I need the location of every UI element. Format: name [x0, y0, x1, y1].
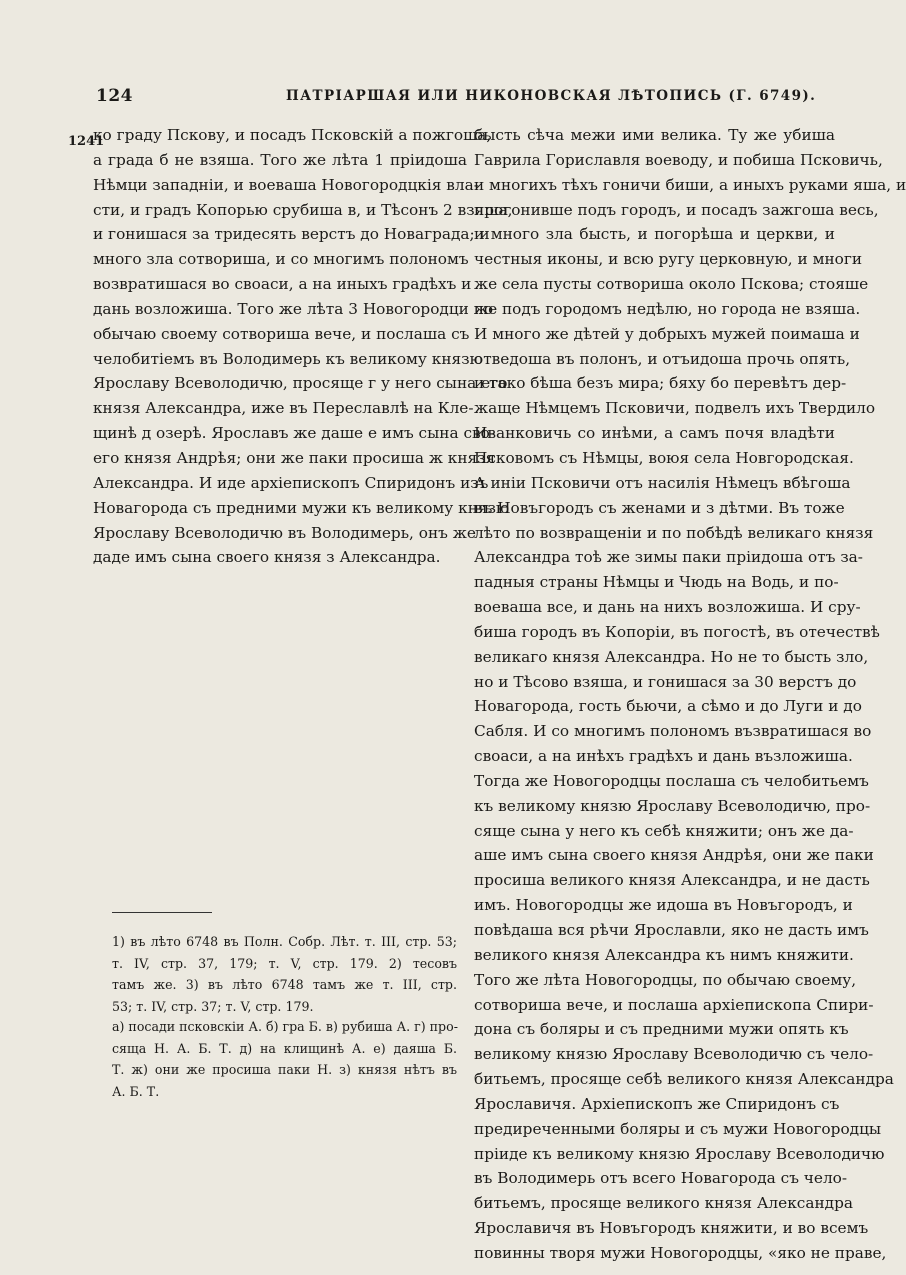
text-line: Гаврила Гориславля воеводу, и побиша Псковичь,	[474, 150, 883, 169]
text-line: его князя Андрѣя; они же паки просиша ж князя	[93, 448, 496, 467]
text-line: щинѣ д озерѣ. Ярославъ же даше е имъ сына сво-	[93, 424, 496, 443]
text-line: сти, и градъ Копорью срубиша в, и Тѣсонъ 2 взяша,	[93, 200, 513, 219]
text-line: и много зла бысть, и погорѣша и церкви, и	[474, 225, 835, 244]
text-line: имъ. Новогородцы же идоша въ Новъгородъ, и	[474, 896, 853, 915]
footnote-line: т. IV, стр. 37, 179; т. V, стр. 179. 2) тесовъ	[112, 955, 457, 971]
text-line: въ Володимерь отъ всего Новагорода съ чело-	[474, 1169, 848, 1188]
text-line: Нѣмци западніи, и воеваша Новогородцкія вла-	[93, 175, 479, 194]
text-line: князя Александра, иже въ Переславлѣ на Кле-	[93, 399, 474, 418]
right-column	[474, 123, 906, 1266]
footnote-line: тамъ же. 3) въ лѣто 6748 тамъ же т. III, стр.	[112, 977, 457, 993]
text-line: повинны творя мужи Новогородцы, «яко не праве,	[474, 1243, 887, 1262]
text-line: просиша великого князя Александра, и не дасть	[474, 871, 870, 890]
text-line: Александра. И иде архіепископъ Спиридонъ изъ	[93, 473, 489, 492]
text-line: великому князю Ярославу Всеволодичю съ чело-	[474, 1045, 874, 1064]
text-line: жаще Нѣмцемъ Псковичи, подвелъ ихъ Твердило	[474, 399, 876, 418]
text-line: дань возложиша. Того же лѣта 3 Новогородци по	[93, 299, 494, 318]
text-line: Ярославу Всеволодичю въ Володимерь, онъ же	[93, 523, 476, 542]
variant-line: А. Б. Т.	[112, 1083, 160, 1099]
text-line: Сабля. И со многимъ полономъ възвратишася во	[474, 722, 872, 741]
footnotes	[112, 931, 457, 1017]
page-number: 124	[96, 86, 133, 106]
text-line: повѣдаша вся рѣчи Ярославли, яко не дасть имъ	[474, 921, 869, 939]
variant-line: сяща Н. А. Б. Т. д) на клищинѣ А. е) даяша Б.	[112, 1040, 457, 1056]
text-line: а града б не взяша. Того же лѣта 1 пріидоша	[93, 150, 467, 169]
text-line: и тако бѣша безъ мира; бяху бо перевѣтъ дер-	[474, 374, 847, 393]
text-line: честныя иконы, и всю ругу церковную, и многи	[474, 250, 863, 269]
text-line: падныя страны Нѣмцы и Чюдь на Водь, и по-	[474, 573, 839, 592]
text-line: воеваша все, и дань на нихъ возложиша. И сру-	[474, 598, 861, 617]
text-line: въ Новъгородъ съ женами и з дѣтми. Въ тоже	[474, 498, 845, 517]
variant-readings	[112, 1016, 457, 1102]
footnote-line: 1) въ лѣто 6748 въ Полн. Собр. Лѣт. т. III, стр. 53;	[112, 934, 457, 949]
left-column	[93, 123, 513, 570]
text-line: и гонишася за тридесять верстъ до Новаграда; и	[93, 225, 490, 244]
text-line: своаси, а на инѣхъ градѣхъ и дань възложиша.	[474, 747, 853, 766]
text-line: возвратишася во своаси, а на иныхъ градѣхъ и	[93, 275, 472, 294]
text-line: предиреченными боляры и съ мужи Новогородцы	[474, 1119, 882, 1138]
text-line: пріиде къ великому князю Ярославу Всеволодичю	[474, 1144, 885, 1163]
text-line: А иніи Псковичи отъ насилія Нѣмецъ вбѣгоша	[474, 473, 851, 492]
text-line: лѣто по возвращеніи и по побѣдѣ великаго князя	[474, 523, 874, 542]
text-line: Псковомъ съ Нѣмцы, воюя села Новгородская.	[474, 448, 854, 467]
text-line: битьемъ, просяще себѣ великого князя Александра	[474, 1070, 894, 1089]
running-head	[96, 86, 817, 110]
text-line: ко граду Пскову, и посадъ Псковскій а пожгоша,	[93, 126, 492, 144]
text-line: великого князя Александра къ нимъ княжити.	[474, 945, 854, 964]
text-line: прогонивше подъ городъ, и посадъ зажгоша весь,	[474, 200, 879, 219]
text-line: сотвориша вече, и послаша архіепископа Спири-	[474, 995, 874, 1014]
text-line: къ великому князю Ярославу Всеволодичю, про-	[474, 796, 871, 815]
footnote-line: 53; т. IV, стр. 37; т. V, стр. 179.	[112, 998, 314, 1014]
text-line: аше имъ сына своего князя Андрѣя, они же паки	[474, 846, 874, 865]
text-line: же села пусты сотвориша около Пскова; стояше	[474, 275, 869, 294]
variant-line: а) посади псковскіи А. б) гра Б. в) рубиша А. г) про-	[112, 1019, 458, 1034]
footnote-rule	[112, 912, 212, 913]
text-line: бысть сѣча межи ими велика. Ту же убиша	[474, 126, 835, 144]
text-line: Александра тоѣ же зимы паки пріидоша отъ за-	[474, 548, 863, 567]
text-line: великаго князя Александра. Но не то бысть зло,	[474, 647, 869, 666]
text-line: но и Тѣсово взяша, и гонишася за 30 верстъ до	[474, 672, 857, 691]
text-line: Иванковичь со инѣми, а самъ почя владѣти	[474, 424, 835, 443]
text-line: обычаю своему сотвориша вече, и послаша съ	[93, 324, 470, 343]
text-line: битьемъ, просяще великого князя Александра	[474, 1194, 853, 1213]
text-line: дона съ боляры и съ предними мужи опять къ	[474, 1020, 849, 1039]
text-line: сяще сына у него къ себѣ княжити; онъ же да-	[474, 821, 854, 840]
text-line: Новагорода, гость бьючи, а сѣмо и до Луги и до	[474, 697, 862, 716]
text-line: отведоша въ полонъ, и отъидоша прочь опять,	[474, 349, 851, 368]
text-line: Новагорода съ предними мужи къ великому князю	[93, 498, 510, 517]
text-line: же подъ городомъ недѣлю, но города не взяша.	[474, 299, 861, 318]
text-line: И много же дѣтей у добрыхъ мужей поимаша и	[474, 324, 860, 343]
text-line: Ярославичя. Архіепископъ же Спиридонъ съ	[474, 1094, 840, 1113]
text-line: даде имъ сына своего князя з Александра.	[93, 548, 441, 567]
header-title: ПАТРІАРШАЯ ИЛИ НИКОНОВСКАЯ ЛѢТОПИСЬ (Г. 6749).	[286, 88, 817, 104]
margin-year: 1241	[68, 134, 105, 149]
text-line: много зла сотвориша, и со многимъ полономъ	[93, 250, 469, 269]
variant-line: Т. ж) они же просиша паки Н. з) князя нѣтъ въ	[112, 1062, 457, 1078]
text-line: и многихъ тѣхъ гоничи биши, а иныхъ руками яша, и	[474, 175, 906, 194]
text-line: Тогда же Новогородцы послаша съ челобитьемъ	[474, 771, 869, 790]
text-line: Ярославу Всеволодичю, просяще г у него сына его	[93, 374, 508, 393]
text-line: биша городъ въ Копоріи, въ погостѣ, въ отечествѣ	[474, 622, 880, 641]
text-line: Того же лѣта Новогородцы, по обычаю своему,	[474, 970, 857, 989]
text-line: Ярославичя въ Новъгородъ княжити, и во всемъ	[474, 1219, 869, 1238]
text-line: челобитіемъ въ Володимерь къ великому князю	[93, 349, 483, 368]
